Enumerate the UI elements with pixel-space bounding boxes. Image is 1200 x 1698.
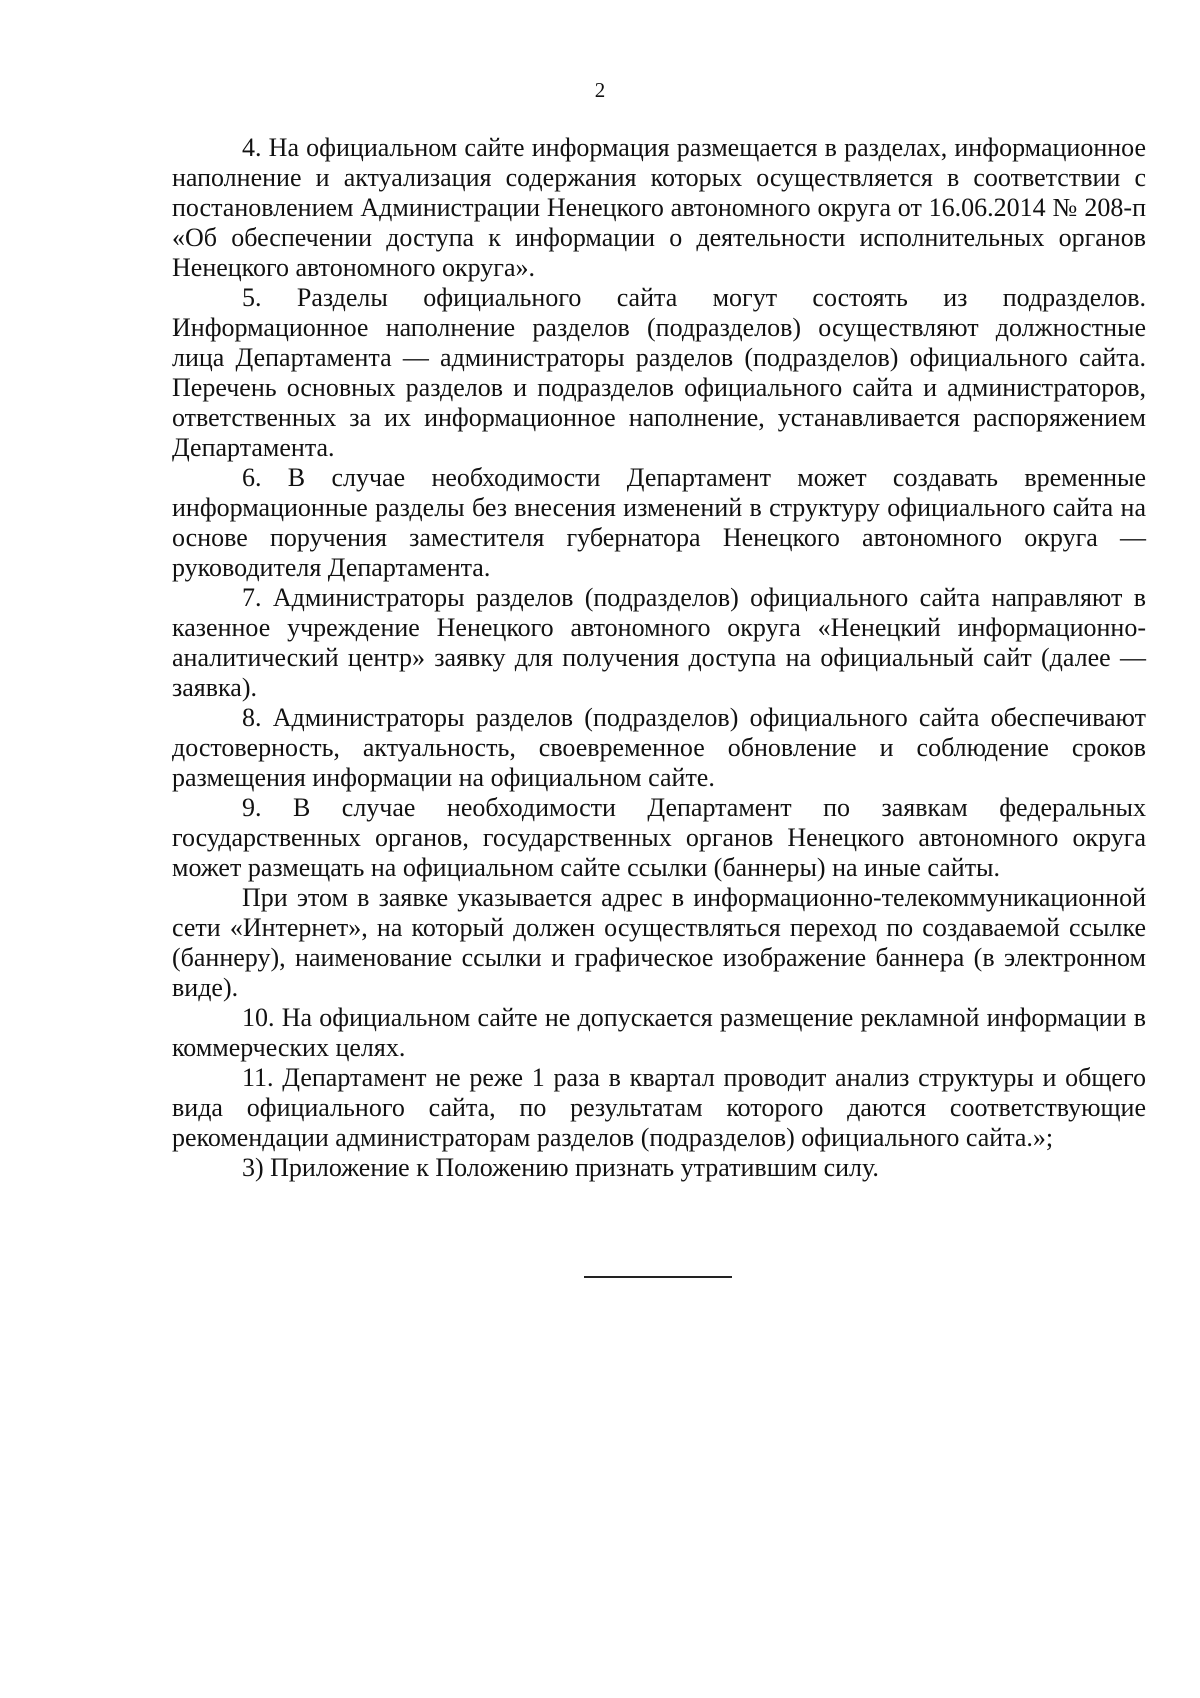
paragraph-10: 10. На официальном сайте не допускается размещение рекламной информации в коммерческих целях. [172, 1003, 1146, 1062]
paragraph-9: 9. В случае необходимости Департамент по заявкам федеральных государственных органов, государственных органов Ненецкого автономного округа может размещать на официальном сайте ссылки (баннеры) на иные сайты. [172, 793, 1146, 882]
page-number: 2 [594, 78, 606, 102]
paragraph-9-continued: При этом в заявке указывается адрес в информационно-телекоммуникационной сети «Интернет», на который должен осуществляться переход по создаваемой ссылке (баннеру), наименование ссылки и графическое изображение баннера (в электронном виде). [172, 883, 1146, 1002]
paragraph-11: 11. Департамент не реже 1 раза в квартал проводит анализ структуры и общего вида официального сайта, по результатам которого даются соответствующие рекомендации администраторам разделов (подразделов) официального сайта.»; [172, 1063, 1146, 1152]
end-divider-line [584, 1276, 732, 1278]
paragraph-7: 7. Администраторы разделов (подразделов) официального сайта направляют в казенное учреждение Ненецкого автономного округа «Ненецкий информационно-аналитический центр» заявку для получения доступа на официальный сайт (далее — заявка). [172, 583, 1146, 702]
document-body [172, 133, 1146, 1183]
paragraph-8: 8. Администраторы разделов (подразделов) официального сайта обеспечивают достоверность, актуальность, своевременное обновление и соблюдение сроков размещения информации на официальном сайте. [172, 703, 1146, 792]
paragraph-6: 6. В случае необходимости Департамент может создавать временные информационные разделы без внесения изменений в структуру официального сайта на основе поручения заместителя губернатора Ненецкого автономного округа — руководителя Департамента. [172, 463, 1146, 582]
paragraph-item-3: 3) Приложение к Положению признать утратившим силу. [242, 1153, 879, 1182]
paragraph-4: 4. На официальном сайте информация размещается в разделах, информационное наполнение и актуализация содержания которых осуществляется в соответствии с постановлением Администрации Ненецкого автономного округа от 16.06.2014 № 208-п «Об обеспечении доступа к информации о деятельности исполнительных органов Ненецкого автономного округа». [172, 133, 1146, 282]
paragraph-5: 5. Разделы официального сайта могут состоять из подразделов. Информационное наполнение разделов (подразделов) осуществляют должностные лица Департамента — администраторы разделов (подразделов) официального сайта. Перечень основных разделов и подразделов официального сайта и администраторов, ответственных за их информационное наполнение, устанавливается распоряжением Департамента. [172, 283, 1146, 462]
